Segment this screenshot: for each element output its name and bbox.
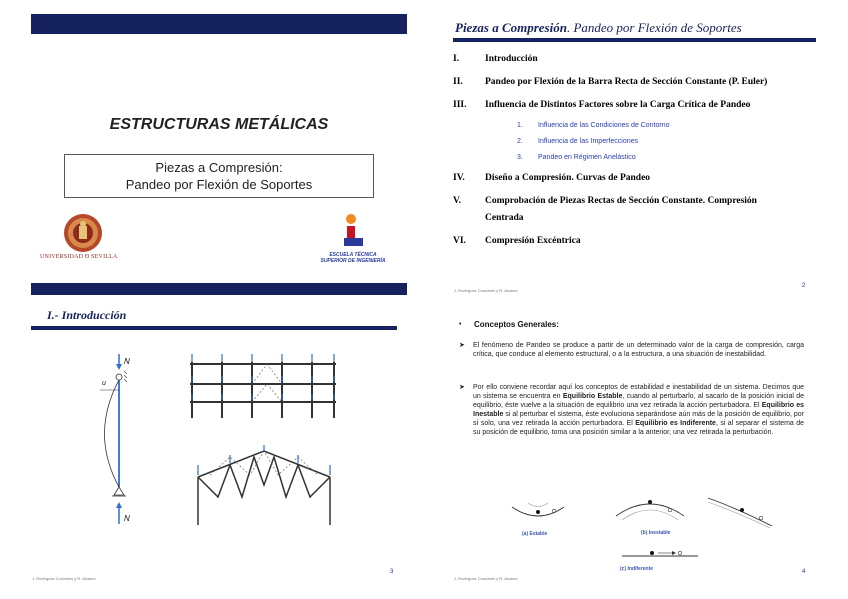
- toc-item-6[interactable]: VI. Compresión Excéntrica: [453, 236, 581, 246]
- toc-item-5-cont: Centrada: [485, 213, 524, 223]
- toc-subitem-2[interactable]: 2. Influencia de las Imperfecciones: [517, 138, 638, 145]
- slide-1: [0, 0, 424, 299]
- school-logo-icon: [342, 213, 366, 247]
- truss-portal-diagram: [190, 445, 340, 530]
- term-equilibrio-inestable: Equilibrio es Inestable: [473, 402, 804, 418]
- slide-3-page-number: 3: [390, 569, 394, 575]
- caption-unstable: (b) Inestable: [641, 530, 671, 536]
- arrow-bullet-icon: ➤: [459, 342, 465, 349]
- subtitle-box: [64, 154, 374, 198]
- toc-subitem-3[interactable]: 3. Pandeo en Régimen Anelástico: [517, 154, 636, 161]
- slide-3-title-underline: [31, 326, 397, 330]
- paragraph-2: Por ello conviene recordar aquí los conceptos de estabilidad e inestabilidad de un sistema. Decimos que un sistema se encuentra en Equilibrio Estable, cuando al perturbarlo, al sacarlo de la posición inicial de equilibrio, éste vuelve a la situación de equilibrio una vez retirada la acción perturbadora. El Equilibrio es Inestable si al perturbar el sistema, éste evoluciona separándose aún más de la posición de equilibrio, por sí solo, una vez retirada la acción perturbadora. El Equilibrio es Indiferente, si al separar el sistema de su posición de equilibrio, toma una posición similar a la anterior, una vez retirada la perturbación.: [473, 384, 805, 436]
- slide-2-title-underline: [453, 38, 816, 42]
- slide-4-footer: J. Rodríguez Cordobés y R. Alvarez: [454, 576, 518, 581]
- term-equilibrio-estable: Equilibrio Estable: [562, 393, 623, 400]
- unstable-equilibrium-figure: [612, 494, 688, 522]
- paragraph-1: El fenómeno de Pandeo se produce a partir de un determinado valor de la carga de compresión, carga crítica, que conduce al elemento estructural, o a la estructura, a una situación de inestabilidad.: [473, 342, 804, 358]
- toc-item-2[interactable]: II. Pandeo por Flexión de la Barra Recta de Sección Constante (P. Euler): [453, 77, 768, 87]
- term-equilibrio-indiferente: Equilibrio es Indiferente: [635, 420, 716, 427]
- toc-item-5[interactable]: V. Comprobación de Piezas Rectas de Sección Constante. Compresión: [453, 196, 757, 206]
- arrow-bullet-icon: ➤: [459, 384, 465, 391]
- school-logo-line-2: SUPERIOR DE INGENIERÍA: [320, 258, 386, 264]
- buckling-column-diagram: [90, 352, 160, 527]
- toc-subitem-1[interactable]: 1. Influencia de las Condiciones de Contorno: [517, 122, 670, 129]
- label-u: u: [102, 380, 106, 387]
- slide-2-page-number: 2: [802, 283, 806, 289]
- university-seal-icon: [63, 213, 103, 253]
- arrow-up-icon: [116, 502, 122, 524]
- slide-2-title-bold: Piezas a Compresión: [455, 20, 567, 35]
- label-n-bottom: N: [124, 514, 130, 523]
- slide-3-title: I.- Introducción: [47, 308, 127, 322]
- slide-2-footer: J. Rodríguez Cordobés y R. Alvarez: [454, 288, 518, 293]
- slide-2-title: [455, 20, 742, 36]
- arrow-down-icon: [116, 354, 122, 370]
- toc-item-4[interactable]: IV. Diseño a Compresión. Curvas de Pandeo: [453, 173, 651, 183]
- subtitle-line-2: Pandeo por Flexión de Soportes: [125, 177, 313, 192]
- school-logo-line-1: ESCUELA TÉCNICA: [329, 252, 377, 258]
- unstable-slope-figure: [706, 496, 776, 528]
- caption-stable: (a) Estable: [522, 531, 548, 537]
- subtitle-line-1: Piezas a Compresión:: [155, 160, 283, 175]
- main-title: ESTRUCTURAS METÁLICAS: [109, 116, 329, 133]
- slide-3-top-bar: [31, 283, 407, 295]
- university-logo-text: UNIVERSIDAD Ð SEVILLA: [40, 254, 118, 260]
- slide-3-footer: J. Rodríguez Cordobés y R. Alvarez: [32, 576, 96, 581]
- caption-indifferent: (c) Indiferente: [620, 566, 654, 572]
- bullet-dot-icon: •: [459, 321, 462, 328]
- stable-equilibrium-figure: [508, 497, 568, 525]
- toc-item-1[interactable]: I. Introducción: [453, 54, 538, 64]
- slide-1-top-bar: [31, 14, 407, 34]
- toc-item-3[interactable]: III. Influencia de Distintos Factores sobre la Carga Crítica de Pandeo: [453, 100, 751, 110]
- slide-2-title-rest: . Pandeo por Flexión de Soportes: [566, 20, 742, 35]
- slide-4-page-number: 4: [802, 569, 806, 575]
- label-n-top: N: [124, 357, 130, 366]
- multistory-frame-diagram: [186, 352, 346, 422]
- slide-4-heading: Conceptos Generales:: [474, 320, 559, 329]
- indifferent-equilibrium-figure: [620, 545, 700, 559]
